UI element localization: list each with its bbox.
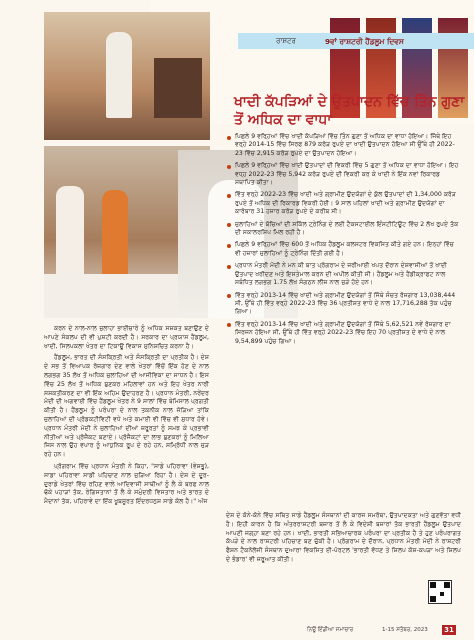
list-item: ਵਿੱਤ ਵਰ੍ਹੇ 2013-14 ਵਿੱਚ ਖਾਦੀ ਅਤੇ ਗ੍ਰਾਮੀਣ ਉਦਯੋਗਾਂ ਤੋਂ ਜਿੱਥੇ 5,62,521 ਨਵੇਂ ਰੋਜ਼ਗਾਰ ਦਾ ਸਿਰਜਨ ਹੋਇਆ ਸੀ, ਉੱਥੇ ਹੀ ਵਿੱਤ ਵਰ੍ਹੇ 2022-23 ਵਿੱਚ ਇਹ 70 ਪ੍ਰਤੀਸ਼ਤ ਦੇ ਵਾਧੇ ਦੇ ਨਾਲ 9,54,899 ਪਹੁੰਚ ਗਿਆ। — [226, 321, 461, 346]
left-body-column — [44, 325, 209, 510]
list-item: ਪਿਛਲੇ 9 ਵਰ੍ਹਿਆਂ ਵਿੱਚ ਖਾਦੀ ਉਤਪਾਦਾਂ ਦੀ ਵਿਕਰੀ ਵਿੱਚ 5 ਗੁਣਾ ਤੋਂ ਅਧਿਕ ਦਾ ਵਾਧਾ ਹੋਇਆ। ਇਹ ਵਧ੍ਹ 2022-23 ਵਿੱਚ 5,942 ਕਰੋੜ ਰੁਪਏ ਦੀ ਵਿਕਰੀ ਕਰ ਕੇ ਖਾਦੀ ਨੇ ਇੱਕ ਨਵਾਂ ਰਿਕਾਰਡ ਸਥਾਪਿਤ ਕੀਤਾ। — [226, 162, 461, 187]
person-figure — [106, 32, 132, 118]
right-body-paragraph: ਦੇਸ਼ ਦੇ ਕੋਨੇ-ਕੋਨੇ ਵਿੱਚ ਸਥਿਤ ਸਾਡੇ ਹੈਂਡਲੂਮ ਸੰਸਥਾਨਾਂ ਦੀ ਕਾਰਜ ਸਮਰੱਥਾ, ਉਤਪਾਦਕਤਾ ਅਤੇ ਗੁਣਵੱਤਾ ਵਧੀ ਹੈ। ਇਹੀ ਕਾਰਨ ਹੈ ਕਿ ਅੰਤਰਰਾਸ਼ਟਰੀ ਬਜ਼ਾਰ ਤੋਂ ਲੈ ਕੇ ਵਿਦੇਸ਼ੀ ਬਜ਼ਾਰਾਂ ਤੱਕ ਭਾਰਤੀ ਹੈਂਡਲੂਮ ਉਤਪਾਦ ਆਪਣੀ ਜਗ੍ਹਾ ਬਣਾ ਰਹੇ ਹਨ। ਖਾਦੀ, ਭਾਰਤੀ ਸਭਿਆਚਾਰਕ ਪਰੰਪਰਾ ਦਾ ਪ੍ਰਤੀਕ ਹੈ ਤੇ ਹੁਣ ਪਰੰਪਰਾਗਤ ਕੱਪੜੇ ਦੇ ਨਾਲ ਰਾਸ਼ਟਰੀ ਪਹਿਚਾਣ ਬਣ ਚੁੱਕੀ ਹੈ। ਪ੍ਰੋਗਰਾਮ ਦੇ ਦੌਰਾਨ, ਪ੍ਰਧਾਨ ਮੰਤਰੀ ਮੋਦੀ ਨੇ ਰਾਸ਼ਟਰੀ ਫੈਸ਼ਨ ਟੈਕਨੋਲੋਜੀ ਸੰਸਥਾਨ ਦੁਆਰਾ ਵਿਕਸਿਤ ਈ-ਪੋਰਟਲ 'ਭਾਰਤੀ ਵੱਧਣ ਤੇ ਸ਼ਿਲਪ ਕੋਸ਼-ਕਪੜਾ ਅਤੇ ਸ਼ਿਲਪ ਦੇ ਭੰਡਾਰ' ਵੀ ਜ਼ਰੂਆਤ ਕੀਤੀ। — [226, 512, 461, 563]
list-item: ਵਿੱਤ ਵਰ੍ਹੇ 2013-14 ਵਿੱਚ ਖਾਦੀ ਅਤੇ ਗ੍ਰਾਮੀਣ ਉਦਯੋਗਾਂ ਤੋਂ ਜਿੱਥੇ ਸੰਚਤ ਰੋਜ਼ਗਾਰ 13,038,444 ਸੀ, ਉੱਥੇ ਹੀ ਵਿੱਤ ਵਰ੍ਹੇ 2022-23 ਵਿੱਚ 36 ਪ੍ਰਤੀਸ਼ਤ ਵਾਧੇ ਦੇ ਨਾਲ 17,716,288 ਤੱਕ ਪਹੁੰਚ ਗਿਆ। — [226, 292, 461, 317]
highlights-list — [226, 133, 461, 350]
list-item: ਜੁਲਾਹਿਆਂ ਦੇ ਬੱਚਿਆਂ ਦੀ ਸਕਿੱਲ ਟ੍ਰੇਨਿੰਗ ਦੇ ਲਈ ਟੈਕਸਟਾਈਲ ਇੰਸਟੀਟਿਊਟ ਵਿੱਚ 2 ਲੱਖ ਰੁਪਏ ਤੱਕ ਦੀ ਸਕਾਲਰਸ਼ਿਪ ਮਿਲ ਰਹੀ ਹੈ। — [226, 221, 461, 238]
body-paragraph: ਕਰਨ ਦੇ ਨਾਲ-ਨਾਲ ਜੁਲਾਹਾ ਭਾਈਚਾਰੇ ਨੂੰ ਅਧਿਕ ਸਸ਼ਕਤ ਬਣਾਉਣ ਦੇ ਆਪਣੇ ਸੰਕਲਪ ਦੀ ਵੀ ਪੁਸ਼ਟੀ ਕਰਦੀ ਹੈ। ਸਰਕਾਰ ਦਾ ਪ੍ਰਯਾਸ ਹੈਂਡਲੂਮ, ਖਾਦੀ, ਸਿਲਪਕਲਾ ਖੇਤਰ ਦਾ ਟਿਕਾਊ ਵਿਕਾਸ ਸੁਨਿਸ਼ਚਿਤ ਕਰਨਾ ਹੈ। — [44, 325, 209, 350]
person-figure — [56, 186, 84, 276]
list-item: ਪਿਛਲੇ 9 ਵਰ੍ਹਿਆਂ ਵਿੱਚ 600 ਤੋਂ ਅਧਿਕ ਹੈਂਡਲੂਮ ਕਲਸਟਰ ਵਿਕਸਿਤ ਕੀਤੇ ਗਏ ਹਨ। ਇਨ੍ਹਾਂ ਵਿੱਚ ਵੀ ਹਜ਼ਾਰਾਂ ਜੁਲਾਹਿਆਂ ਨੂੰ ਟ੍ਰੇਨਿੰਗ ਦਿੱਤੀ ਗਈ ਹੈ। — [226, 241, 461, 258]
loom-figure — [154, 58, 202, 118]
list-item: ਪਿਛਲੇ 9 ਵਰ੍ਹਿਆਂ ਵਿੱਚ ਖਾਦੀ ਕੱਪੜਿਆਂ ਵਿੱਚ ਤਿੰਨ ਗੁਣਾ ਤੋਂ ਅਧਿਕ ਦਾ ਵਾਧਾ ਹੋਇਆ। ਜਿੱਥੇ ਇਹ ਵਰ੍ਹੇ 2014-15 ਵਿੱਚ ਸਿਰਫ 879 ਕਰੋੜ ਰੁਪਏ ਦਾ ਖਾਦੀ ਉਤਪਾਦਨ ਹੋਇਆ ਸੀ ਉੱਥੇ ਹੀ 2022-23 ਵਿੱਚ 2,915 ਕਰੋੜ ਰੁਪਏ ਦਾ ਉਤਪਾਦਨ ਹੋਇਆ। — [226, 133, 461, 158]
body-paragraph: ਪ੍ਰੋਗਰਾਮ ਵਿੱਚ ਪ੍ਰਧਾਨ ਮੰਤਰੀ ਨੇ ਕਿਹਾ, "ਸਾਡੇ ਪਹਿਰਾਵਾ (ਵੇਸ਼ਭੂ), ਸਾਡਾ ਪਹਿਰਾਵਾ ਸਾਡੀ ਪਹਿਚਾਣ ਨਾਲ ਜੁੜਿਆ ਰਿਹਾ ਹੈ। ਦੇਸ਼ ਦੇ ਦੂਰ-ਦੁਰਾਡੇ ਖੇਤਰਾਂ ਵਿੱਚ ਰਹਿਣ ਵਾਲੇ ਆਦਿਵਾਸੀ ਸਾਥੀਆਂ ਨੂੰ ਲੈ ਕੇ ਬਰਫ ਨਾਲ ਢੱਕੇ ਪਹਾੜਾਂ ਤੱਕ, ਰੇਗਿਸਤਾਨਾਂ ਤੋਂ ਲੈ ਕੇ ਸਮੁੰਦਰੀ ਵਿਸਤਾਰ ਅਤੇ ਭਾਰਤ ਦੇ ਮੈਦਾਨਾਂ ਤੱਕ, ਪਹਿਰਾਵੇ ਦਾ ਇੱਕ ਖੂਬਸੂਰਤ ਇੰਦਰਧਨੁਸ਼ ਸਾਡੇ ਕੋਲ ਹੈ।" ਅੱਜ — [44, 462, 209, 506]
page-number-badge: 31 — [442, 625, 456, 635]
person-figure — [102, 190, 128, 276]
footer-magazine-name: ਨਿਊ ਇੰਡੀਆ ਸਮਾਚਾਰ — [307, 627, 354, 633]
body-paragraph: ਹੈਂਡਲੂਮ, ਭਾਰਤ ਦੀ ਸੰਸਕ੍ਰਿਤੀ ਅਤੇ ਸੰਸਕ੍ਰਿਤੀ ਦਾ ਪ੍ਰਤੀਕ ਹੈ। ਦੇਸ਼ ਦੇ ਸਭ ਤੋਂ ਵਿਆਪਕ ਰੋਜ਼ਗਾਰ ਦੇਣ ਵਾਲੇ ਖੇਤਰਾਂ ਵਿੱਚੋਂ ਇੱਕ ਹੋਣ ਦੇ ਨਾਲ ਲਗਭਗ 35 ਲੱਖ ਤੋਂ ਅਧਿਕ ਜੁਲਾਹਿਆਂ ਦੀ ਆਜੀਵਿਕਾ ਦਾ ਸਾਧਨ ਹੈ। ਇਸ ਵਿੱਚ 25 ਲੱਖ ਤੋਂ ਅਧਿਕ ਬੁਣਕਰ ਮਹਿਲਾਵਾਂ ਹਨ ਅਤੇ ਇਹ ਖੇਤਰ ਨਾਰੀ ਸਸ਼ਕਤੀਕਰਣ ਦਾ ਵੀ ਇੱਕ ਅਹਿਮ ਉਦਾਹਰਣ ਹੈ। ਪ੍ਰਧਾਨ ਮੰਤਰੀ, ਨਰੇਂਦਰ ਮੋਦੀ ਦੀ ਅਗਵਾਈ ਵਿੱਚ ਹੈਂਡਲੂਮ ਖੇਤਰ ਨੇ 9 ਸਾਲਾਂ ਵਿੱਚ ਬੇਮਿਸਾਲ ਪ੍ਰਗਤੀ ਕੀਤੀ ਹੈ। ਹੈਂਡਲੂਮ ਨੂੰ ਪਰੰਪਰਾ ਦੇ ਨਾਲ ਤਕਨੀਕ ਨਾਲ ਜੋੜਿਆ ਤਾਂਕਿ ਜੁਲਾਹਿਆਂ ਦੀ ਪ੍ਰੋਡਕਟੀਵਿਟੀ ਵਧੇ ਅਤੇ ਕਮਾਈ ਵੀ ਵਿੱਚ ਵੀ ਸੁਧਾਰ ਹੋਵੇ। ਪ੍ਰਧਾਨ ਮੰਤਰੀ ਮੋਦੀ ਨੇ ਜੁਲਾਹਿਆਂ ਦੀਆਂ ਜ਼ਰੂਰਤਾਂ ਨੂੰ ਸਮਝ ਕੇ ਪ੍ਰਭਾਵੀ ਨੀਤੀਆਂ ਅਤੇ ਪ੍ਰੋਜੈਕਟ ਬਣਾਏ। ਪ੍ਰੋਜੈਕਟਾਂ ਦਾ ਲਾਭ ਬੁਣਕਰਾਂ ਨੂੰ ਮਿਲਿਆ ਜਿਸ ਨਾਲ ਉਹ ਵਪਾਰ ਨੂੰ ਆਧੁਨਿਕ ਰੂਪ ਦੇ ਰਹੇ ਹਨ, ਸਮ੍ਰਿੱਧੀ ਨਾਲ ਜੁੜ ਰਹੇ ਹਨ। — [44, 354, 209, 459]
section-title: 9ਵਾਂ ਰਾਸ਼ਟਰੀ ਹੈਂਡਲੂਮ ਦਿਵਸ — [325, 37, 404, 46]
headline: ਖਾਦੀ ਕੱਪੜਿਆਂ ਦੇ ਉਤਪਾਦਨ ਵਿੱਚ ਤਿੰਨ ਗੁਣਾ ਤੋਂ ਅਧਿਕ ਦਾ ਵਾਧਾ — [234, 94, 465, 128]
footer-date: 1-15 ਸਤੰਬਰ, 2023 — [382, 627, 428, 633]
list-item: ਪ੍ਰਧਾਨ ਮੰਤਰੀ ਮੋਦੀ ਨੇ ਮਨ ਕੀ ਬਾਤ ਪ੍ਰੋਗਰਾਮ ਦੇ ਜ਼ਰੀਆਈ ਖਪਤ ਦੌਰਾਨ ਦੇਸ਼ਵਾਸੀਆਂ ਤੋਂ ਖਾਦੀ ਉਤਪਾਦ ਖਰੀਦਣ ਅਤੇ ਇਸਤੇਮਾਲ ਕਰਨ ਦੀ ਅਪੀਲ ਕੀਤੀ ਸੀ। ਹੈਂਡਲੂਮ ਅਤੇ ਹੈਂਡੀਕ੍ਰਾਫਟ ਨਾਲ ਸਬੰਧਿਤ ਲਗਭਗ 1.75 ਲੱਖ ਸੰਗਠਨ ਲੀਜ਼ ਨਾਲ ਜੁੜੇ ਹੋਏ ਹਨ। — [226, 262, 461, 287]
qr-code[interactable] — [428, 580, 452, 604]
list-item: ਵਿੱਤ ਵਰ੍ਹੇ 2022-23 ਵਿੱਚ ਖਾਦੀ ਅਤੇ ਗ੍ਰਾਮੀਣ ਉਦਯੋਗਾਂ ਦੇ ਕੁੱਲ ਉਤਪਾਦਾਂ ਦੀ 1,34,000 ਕਰੋੜ ਰੁਪਏ ਤੋਂ ਅਧਿਕ ਦੀ ਰਿਕਾਰਡ ਵਿਕਰੀ ਹੋਈ। 9 ਸਾਲ ਪਹਿਲਾਂ ਖਾਦੀ ਅਤੇ ਗ੍ਰਾਮੀਣ ਉਦਯੋਗਾਂ ਦਾ ਕਾਰੋਬਾਰ 31 ਹਜ਼ਾਰ ਕਰੋੜ ਰੁਪਏ ਦੇ ਕਰੀਬ ਸੀ। — [226, 191, 461, 216]
section-rubric: ਰਾਸ਼ਟਰ — [276, 37, 296, 45]
weaver-photo — [44, 12, 210, 140]
